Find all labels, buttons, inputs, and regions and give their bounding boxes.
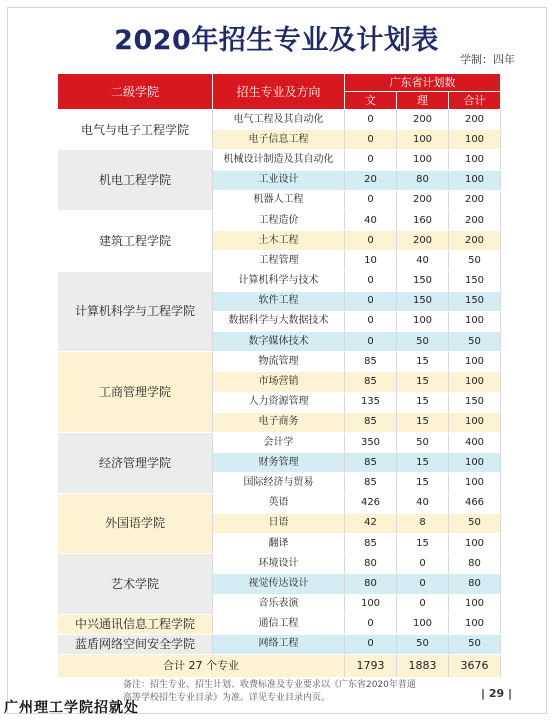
college-cell: 蓝盾网络空间安全学院: [58, 634, 213, 654]
major-cell: 视觉传达设计: [213, 574, 345, 594]
major-cell: 人力资源管理: [213, 392, 345, 412]
total-cell: 150: [449, 392, 501, 412]
arts-cell: 80: [345, 574, 397, 594]
college-cell: 计算机科学与工程学院: [58, 271, 213, 352]
arts-cell: 40: [345, 210, 397, 230]
college-cell: 中兴通讯信息工程学院: [58, 614, 213, 634]
total-cell: 100: [449, 311, 501, 331]
arts-cell: 20: [345, 170, 397, 190]
arts-cell: 0: [345, 614, 397, 634]
major-cell: 英语: [213, 493, 345, 513]
arts-cell: 135: [345, 392, 397, 412]
table-row: [58, 554, 501, 574]
table-row: [58, 614, 501, 634]
total-cell: 466: [449, 493, 501, 513]
total-cell: 50: [449, 634, 501, 654]
arts-cell: 85: [345, 453, 397, 473]
header-arts: 文: [345, 92, 397, 110]
page-number: | 29 |: [480, 687, 512, 700]
science-cell: 200: [397, 190, 449, 210]
science-cell: 15: [397, 473, 449, 493]
arts-cell: 85: [345, 352, 397, 372]
arts-cell: 0: [345, 271, 397, 291]
major-cell: 国际经济与贸易: [213, 473, 345, 493]
arts-cell: 0: [345, 110, 397, 130]
arts-cell: 426: [345, 493, 397, 513]
science-cell: 200: [397, 110, 449, 130]
header-major: 招生专业及方向: [213, 74, 345, 110]
major-cell: 软件工程: [213, 291, 345, 311]
header-total: 合计: [449, 92, 501, 110]
science-cell: 100: [397, 311, 449, 331]
total-cell: 100: [449, 412, 501, 432]
science-cell: 150: [397, 271, 449, 291]
arts-cell: 0: [345, 130, 397, 150]
science-cell: 40: [397, 493, 449, 513]
total-cell: 50: [449, 513, 501, 533]
arts-cell: 0: [345, 291, 397, 311]
major-cell: 财务管理: [213, 453, 345, 473]
total-cell: 400: [449, 433, 501, 453]
science-cell: 0: [397, 594, 449, 614]
college-cell: 经济管理学院: [58, 433, 213, 494]
major-cell: 工业设计: [213, 170, 345, 190]
arts-cell: 0: [345, 311, 397, 331]
total-cell: 80: [449, 554, 501, 574]
arts-cell: 85: [345, 533, 397, 553]
total-cell: 100: [449, 453, 501, 473]
college-cell: 外国语学院: [58, 493, 213, 554]
table-row: [58, 433, 501, 453]
table-row: [58, 110, 501, 130]
table-row: [58, 352, 501, 372]
arts-cell: 80: [345, 554, 397, 574]
major-cell: 物流管理: [213, 352, 345, 372]
major-cell: 电子信息工程: [213, 130, 345, 150]
arts-cell: 85: [345, 412, 397, 432]
college-cell: 艺术学院: [58, 554, 213, 615]
arts-cell: 0: [345, 332, 397, 352]
table-row: [58, 271, 501, 291]
science-cell: 0: [397, 574, 449, 594]
table-row: [58, 210, 501, 230]
science-cell: 0: [397, 554, 449, 574]
major-cell: 土木工程: [213, 231, 345, 251]
total-cell: 100: [449, 372, 501, 392]
major-cell: 翻译: [213, 533, 345, 553]
major-cell: 计算机科学与技术: [213, 271, 345, 291]
arts-cell: 42: [345, 513, 397, 533]
arts-cell: 0: [345, 150, 397, 170]
science-cell: 15: [397, 352, 449, 372]
major-cell: 工程管理: [213, 251, 345, 271]
header-plan-group: 广东省计划数: [345, 74, 501, 92]
header-science: 理: [397, 92, 449, 110]
arts-cell: 85: [345, 372, 397, 392]
total-row: [58, 655, 501, 678]
science-cell: 100: [397, 150, 449, 170]
total-cell: 200: [449, 210, 501, 230]
enrollment-plan-table: [57, 73, 501, 678]
science-cell: 15: [397, 372, 449, 392]
total-cell: 100: [449, 473, 501, 493]
total-arts: 1793: [345, 655, 397, 678]
total-sum: 3676: [449, 655, 501, 678]
science-cell: 100: [397, 130, 449, 150]
science-cell: 100: [397, 614, 449, 634]
table-row: [58, 493, 501, 513]
total-cell: 50: [449, 251, 501, 271]
total-cell: 100: [449, 170, 501, 190]
total-cell: 100: [449, 130, 501, 150]
total-cell: 100: [449, 150, 501, 170]
total-cell: 80: [449, 574, 501, 594]
science-cell: 15: [397, 453, 449, 473]
study-duration-note: 学制：四年: [460, 53, 515, 66]
science-cell: 160: [397, 210, 449, 230]
footnote: 备注：招生专业、招生计划、收费标准及专业要求以《广东省2020年普通高等学校招生专业目录》为准。详见专业目录内页。: [123, 680, 416, 703]
science-cell: 50: [397, 634, 449, 654]
major-cell: 环境设计: [213, 554, 345, 574]
major-cell: 通信工程: [213, 614, 345, 634]
total-cell: 100: [449, 533, 501, 553]
total-cell: 100: [449, 594, 501, 614]
science-cell: 80: [397, 170, 449, 190]
science-cell: 40: [397, 251, 449, 271]
major-cell: 音乐表演: [213, 594, 345, 614]
major-cell: 机器人工程: [213, 190, 345, 210]
college-cell: 机电工程学院: [58, 150, 213, 211]
brand-label: 广州理工学院招就处: [4, 700, 139, 716]
total-cell: 150: [449, 271, 501, 291]
college-cell: 电气与电子工程学院: [58, 110, 213, 150]
arts-cell: 350: [345, 433, 397, 453]
table-row: [58, 150, 501, 170]
arts-cell: 0: [345, 634, 397, 654]
total-cell: 100: [449, 352, 501, 372]
science-cell: 15: [397, 392, 449, 412]
science-cell: 150: [397, 291, 449, 311]
science-cell: 50: [397, 433, 449, 453]
major-cell: 数据科学与大数据技术: [213, 311, 345, 331]
arts-cell: 100: [345, 594, 397, 614]
total-cell: 150: [449, 291, 501, 311]
page-title: 2020年招生专业及计划表: [114, 25, 439, 56]
total-cell: 200: [449, 110, 501, 130]
total-cell: 50: [449, 332, 501, 352]
major-cell: 数字媒体技术: [213, 332, 345, 352]
major-cell: 会计学: [213, 433, 345, 453]
science-cell: 200: [397, 231, 449, 251]
total-cell: 200: [449, 231, 501, 251]
total-science: 1883: [397, 655, 449, 678]
science-cell: 50: [397, 332, 449, 352]
major-cell: 工程造价: [213, 210, 345, 230]
total-cell: 100: [449, 614, 501, 634]
major-cell: 电气工程及其自动化: [213, 110, 345, 130]
science-cell: 15: [397, 412, 449, 432]
total-cell: 200: [449, 190, 501, 210]
major-cell: 市场营销: [213, 372, 345, 392]
college-cell: 建筑工程学院: [58, 210, 213, 271]
science-cell: 8: [397, 513, 449, 533]
college-cell: 工商管理学院: [58, 352, 213, 433]
major-cell: 日语: [213, 513, 345, 533]
arts-cell: 10: [345, 251, 397, 271]
major-cell: 电子商务: [213, 412, 345, 432]
arts-cell: 0: [345, 190, 397, 210]
table-row: [58, 634, 501, 654]
science-cell: 15: [397, 533, 449, 553]
arts-cell: 0: [345, 231, 397, 251]
major-cell: 网络工程: [213, 634, 345, 654]
total-label: 合计 27 个专业: [58, 655, 345, 678]
header-college: 二级学院: [58, 74, 213, 110]
major-cell: 机械设计制造及其自动化: [213, 150, 345, 170]
arts-cell: 85: [345, 473, 397, 493]
